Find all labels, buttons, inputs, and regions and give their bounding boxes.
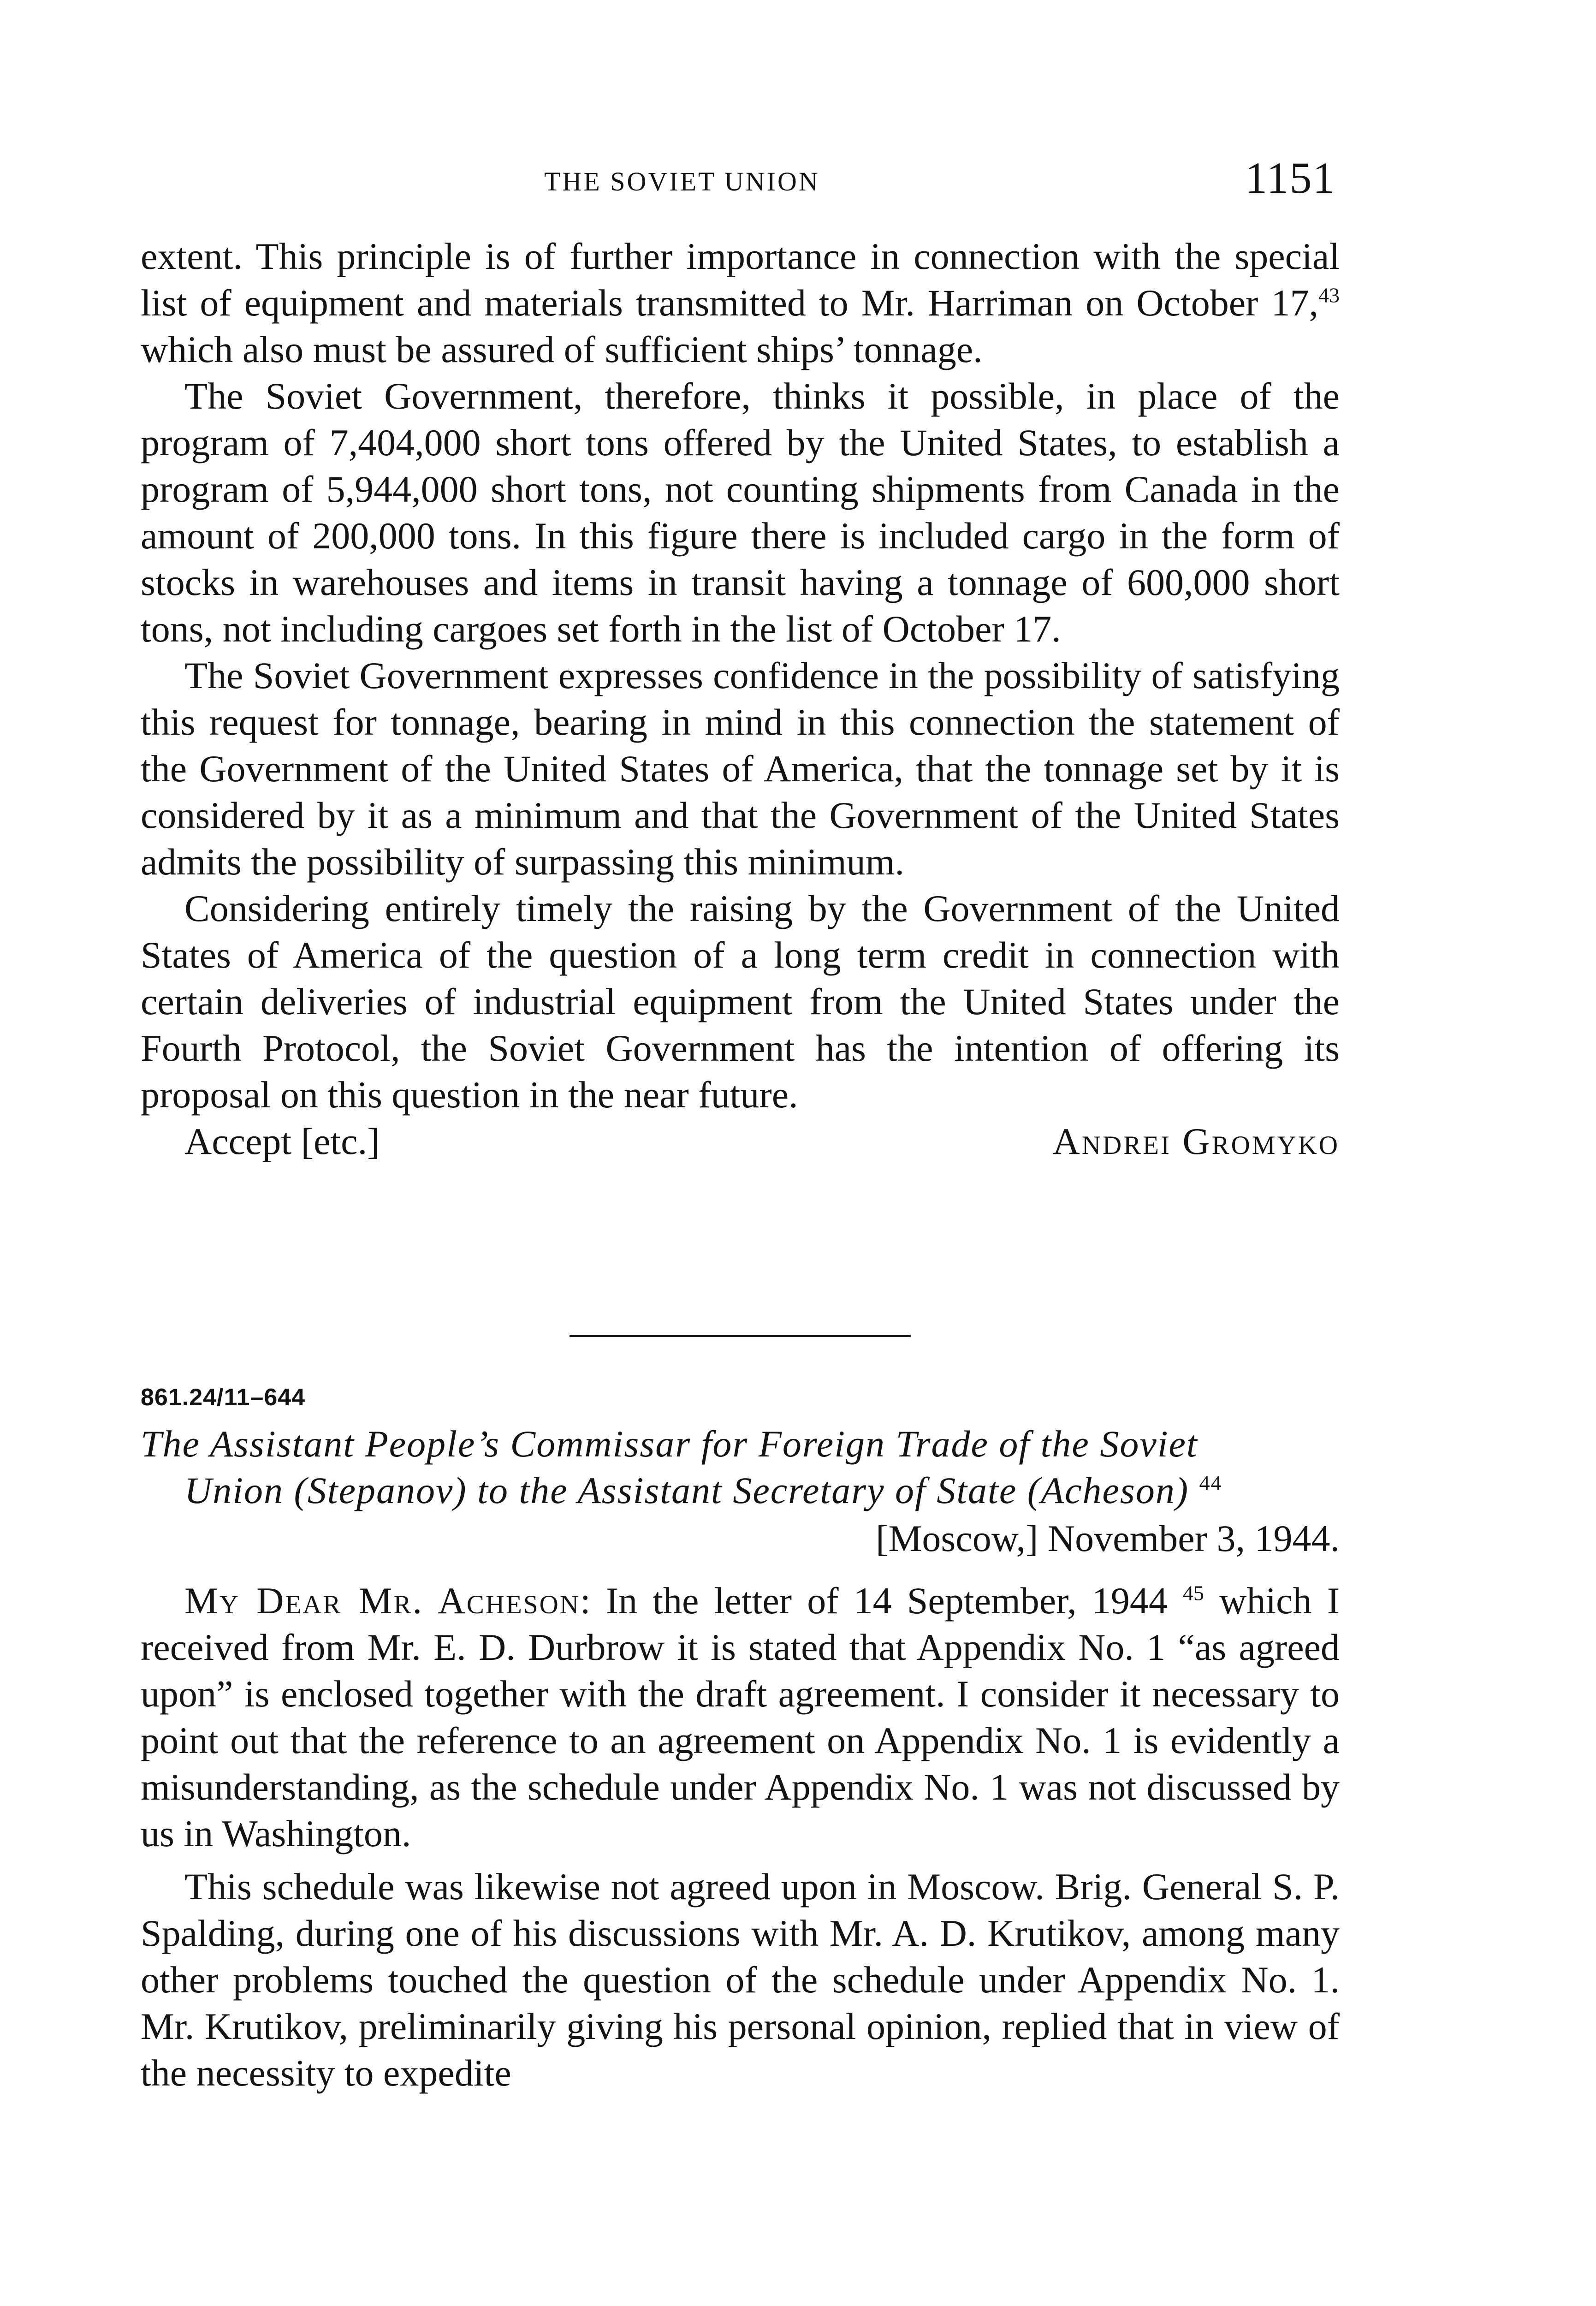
title-text: Union (Stepanov) to the Assistant Secretary of State (Acheson) xyxy=(184,1469,1189,1511)
dateline: [Moscow,] November 3, 1944. xyxy=(876,1517,1340,1559)
footnote-ref: 45 xyxy=(1183,1581,1204,1605)
file-number: 861.24/11–644 xyxy=(141,1384,306,1411)
title-line xyxy=(141,1467,1340,1514)
paragraph xyxy=(141,1577,1340,1857)
letter-body xyxy=(141,233,1340,1165)
footnote-ref: 43 xyxy=(1318,283,1340,307)
closing-line xyxy=(141,1118,1340,1165)
section-divider xyxy=(570,1335,911,1337)
footnote-ref: 44 xyxy=(1199,1471,1222,1495)
paragraph-text: which I received from Mr. E. D. Durbrow it is stated that Appendix No. 1 “as agreed upon” is enclosed together with the draft agreement. I consider it necessary to point out that the reference to an agreement on Appendix No. 1 is evidently a misunderstanding, as the schedule under Appendix No. 1 was not discussed by us in Washington. xyxy=(141,1580,1340,1854)
paragraph-text: which also must be assured of sufficient ships’ tonnage. xyxy=(141,328,983,370)
signature: Andrei Gromyko xyxy=(1052,1120,1340,1162)
running-head xyxy=(0,138,1596,231)
running-title: THE SOVIET UNION xyxy=(544,166,820,196)
paragraph: The Soviet Government, therefore, thinks it possible, in place of the program of 7,404,000 short tons offered by the United States, to establish a program of 5,944,000 short tons, not counting shipments from Canada in the amount of 200,000 tons. In this figure there is included cargo in the form of stocks in warehouses and items in transit having a tonnage of 600,000 short tons, not including cargoes set forth in the list of October 17. xyxy=(141,375,1340,650)
page-number: 1151 xyxy=(1245,153,1336,202)
paragraph: The Soviet Government expresses confidence in the possibility of satisfying this request for tonnage, bearing in mind in this connection the statement of the Government of the United States of America, that the tonnage set by it is considered by it as a minimum and that the Government of the United States admits the possibility of surpassing this minimum. xyxy=(141,654,1340,883)
paragraph: This schedule was likewise not agreed upon in Moscow. Brig. General S. P. Spalding, during one of his discussions with Mr. A. D. Krutikov, among many other problems touched the question of the schedule under Appendix No. 1. Mr. Krutikov, preliminarily giving his personal opinion, replied that in view of the necessity to expedite xyxy=(141,1866,1340,2094)
title-line: The Assistant People’s Commissar for Foreign Trade of the Soviet xyxy=(141,1423,1198,1465)
paragraph-text: extent. This principle is of further importance in connection with the special list of equipment and materials transmitted to Mr. Harriman on October 17, xyxy=(141,235,1340,324)
paragraph: Considering entirely timely the raising by the Government of the United States of America of the question of a long term credit in connection with certain deliveries of industrial equipment from the United States under the Fourth Protocol, the Soviet Government has the intention of offering its proposal on this question in the near future. xyxy=(141,887,1340,1116)
salutation: My Dear Mr. Acheson xyxy=(184,1580,580,1622)
continuation-paragraph xyxy=(141,233,1340,373)
document-title xyxy=(141,1420,1340,1514)
second-letter-body xyxy=(141,1577,1340,2096)
paragraph-text: : In the letter of 14 September, 1944 xyxy=(580,1580,1168,1622)
complimentary-close: Accept [etc.] xyxy=(184,1120,380,1162)
